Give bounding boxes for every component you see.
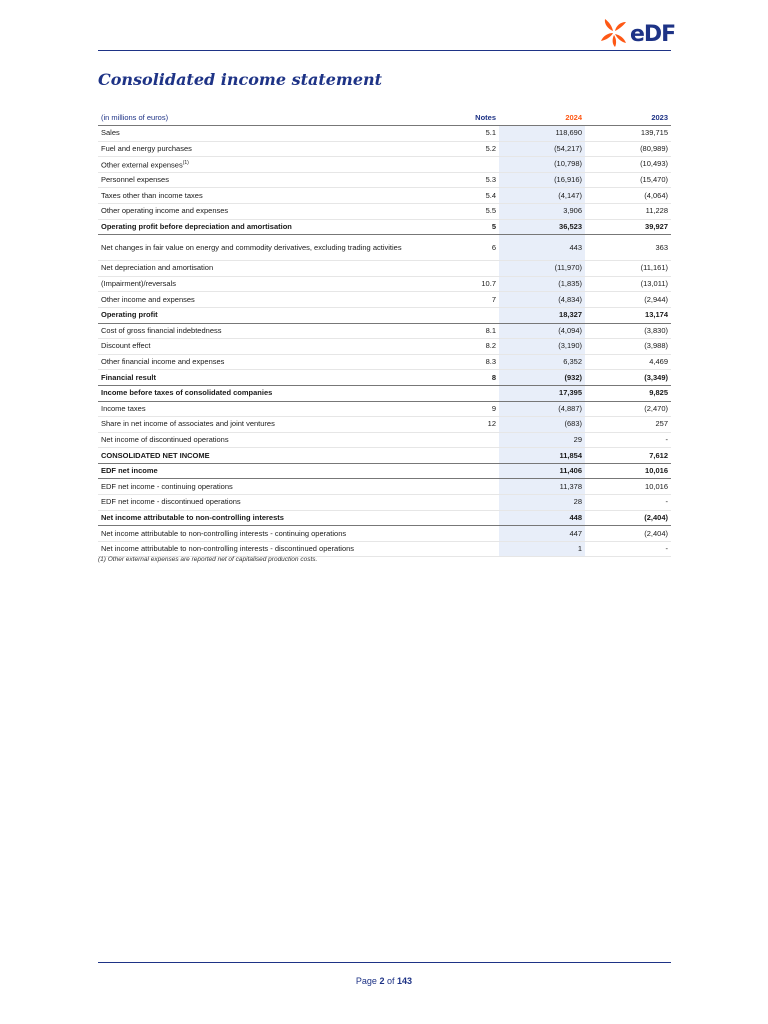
row-value-2023: (4,064) [585,188,671,204]
row-value-2024: 17,395 [499,385,585,401]
row-notes: 9 [443,401,499,417]
row-notes: 10.7 [443,276,499,292]
row-label: Net changes in fair value on energy and commodity derivatives, excluding trading activities [98,235,443,261]
row-label: Net income attributable to non-controlling interests - continuing operations [98,526,443,542]
row-value-2024: 11,378 [499,479,585,495]
income-statement-table [98,110,671,557]
row-value-2024: (4,094) [499,323,585,339]
row-notes: 5 [443,219,499,235]
table-row [98,354,671,370]
row-label: Operating profit [98,307,443,323]
row-label: EDF net income [98,463,443,479]
table-row [98,385,671,401]
row-label: Cost of gross financial indebtedness [98,323,443,339]
row-value-2023: (11,161) [585,261,671,277]
row-value-2023: 4,469 [585,354,671,370]
row-value-2023: - [585,495,671,511]
table-row [98,510,671,526]
row-label: Operating profit before depreciation and amortisation [98,219,443,235]
row-label: Other external expenses$^{(1)}$ [98,157,443,173]
table-row [98,157,671,173]
row-notes: 7 [443,292,499,308]
row-notes: 5.4 [443,188,499,204]
table-row [98,370,671,386]
edf-sun-icon [600,18,628,48]
table-row [98,235,671,261]
page-number [0,976,768,986]
row-label: Other financial income and expenses [98,354,443,370]
row-label: Net depreciation and amortisation [98,261,443,277]
table-row [98,541,671,557]
row-value-2024: 11,406 [499,463,585,479]
row-value-2023: 363 [585,235,671,261]
row-notes: 5.2 [443,141,499,157]
row-value-2023: 13,174 [585,307,671,323]
row-notes: 8.3 [443,354,499,370]
row-value-2023: 11,228 [585,203,671,219]
footer-rule [98,962,671,963]
row-value-2024: (3,190) [499,339,585,355]
table-row [98,448,671,464]
row-value-2024: 36,523 [499,219,585,235]
table-row [98,126,671,142]
table-row [98,307,671,323]
table-row [98,219,671,235]
table-header-row [98,110,671,126]
row-value-2024: 447 [499,526,585,542]
row-label: Net income attributable to non-controlling interests [98,510,443,526]
row-value-2023: (3,349) [585,370,671,386]
row-value-2023: 10,016 [585,463,671,479]
header-rule [98,50,671,51]
notes-header: Notes [443,110,499,126]
row-label: Income taxes [98,401,443,417]
table-row [98,339,671,355]
row-notes [443,510,499,526]
row-value-2024: 11,854 [499,448,585,464]
footnote-marker: (1) [182,160,189,167]
row-value-2024: 443 [499,235,585,261]
row-label: Financial result [98,370,443,386]
row-value-2024: (16,916) [499,172,585,188]
row-label: EDF net income - discontinued operations [98,495,443,511]
row-label: Net income attributable to non-controlling interests - discontinued operations [98,541,443,557]
row-value-2023: 9,825 [585,385,671,401]
row-notes [443,385,499,401]
row-value-2024: 3,906 [499,203,585,219]
row-value-2023: 10,016 [585,479,671,495]
row-value-2023: (2,404) [585,510,671,526]
row-value-2023: (2,470) [585,401,671,417]
table-row [98,141,671,157]
row-value-2023: 7,612 [585,448,671,464]
row-value-2024: (4,147) [499,188,585,204]
row-value-2024: (683) [499,417,585,433]
row-notes: 8 [443,370,499,386]
row-notes [443,479,499,495]
row-value-2023: (80,989) [585,141,671,157]
row-label: Other income and expenses [98,292,443,308]
row-notes: 5.5 [443,203,499,219]
row-value-2024: 448 [499,510,585,526]
row-label: Fuel and energy purchases [98,141,443,157]
table-row [98,479,671,495]
page-current: 2 [379,976,385,986]
row-notes: 5.3 [443,172,499,188]
row-label: Share in net income of associates and joint ventures [98,417,443,433]
row-value-2024: (11,970) [499,261,585,277]
row-value-2023: (2,944) [585,292,671,308]
row-value-2023: 39,927 [585,219,671,235]
row-value-2023: (3,830) [585,323,671,339]
table-row [98,432,671,448]
row-notes [443,261,499,277]
row-value-2024: (4,834) [499,292,585,308]
row-label: Personnel expenses [98,172,443,188]
row-value-2023: (3,988) [585,339,671,355]
row-notes: 12 [443,417,499,433]
row-notes: 5.1 [443,126,499,142]
row-label: EDF net income - continuing operations [98,479,443,495]
page-of: of [387,976,395,986]
row-notes: 6 [443,235,499,261]
row-label: Net income of discontinued operations [98,432,443,448]
row-value-2024: 6,352 [499,354,585,370]
row-value-2023: 139,715 [585,126,671,142]
row-value-2024: 28 [499,495,585,511]
table-row [98,276,671,292]
year-2023-header: 2023 [585,110,671,126]
row-value-2023: - [585,541,671,557]
table-row [98,526,671,542]
row-notes [443,526,499,542]
row-value-2024: 18,327 [499,307,585,323]
row-label: CONSOLIDATED NET INCOME [98,448,443,464]
table-row [98,292,671,308]
row-label: Other operating income and expenses [98,203,443,219]
row-notes [443,307,499,323]
row-value-2024: 1 [499,541,585,557]
page-prefix: Page [355,976,377,986]
row-value-2024: (10,798) [499,157,585,173]
row-notes [443,495,499,511]
table-row [98,323,671,339]
row-notes [443,448,499,464]
row-value-2023: (10,493) [585,157,671,173]
row-notes [443,463,499,479]
table-row [98,495,671,511]
year-2024-header: 2024 [499,110,585,126]
edf-logo [600,16,676,52]
row-value-2023: 257 [585,417,671,433]
row-label: Discount effect [98,339,443,355]
row-notes: 8.1 [443,323,499,339]
row-notes [443,541,499,557]
row-notes [443,432,499,448]
row-value-2024: (4,887) [499,401,585,417]
row-label: Sales [98,126,443,142]
row-value-2023: (15,470) [585,172,671,188]
row-notes: 8.2 [443,339,499,355]
row-label: (Impairment)/reversals [98,276,443,292]
row-label: Income before taxes of consolidated companies [98,385,443,401]
row-value-2024: (54,217) [499,141,585,157]
row-value-2023: - [585,432,671,448]
table-row [98,188,671,204]
edf-wordmark: eDF [630,22,676,47]
table-row [98,417,671,433]
row-value-2023: (13,011) [585,276,671,292]
table-row [98,401,671,417]
row-value-2024: (1,835) [499,276,585,292]
table-row [98,203,671,219]
table-row [98,261,671,277]
table-row [98,463,671,479]
row-value-2024: 29 [499,432,585,448]
table-row [98,172,671,188]
row-value-2023: (2,404) [585,526,671,542]
row-value-2024: 118,690 [499,126,585,142]
unit-label: (in millions of euros) [98,110,443,126]
row-notes [443,157,499,173]
page-title: Consolidated income statement [98,70,383,89]
footnote: (1) Other external expenses are reported net of capitalised production costs. [98,556,318,563]
page-total: 143 [397,976,413,986]
row-value-2024: (932) [499,370,585,386]
row-label: Taxes other than income taxes [98,188,443,204]
